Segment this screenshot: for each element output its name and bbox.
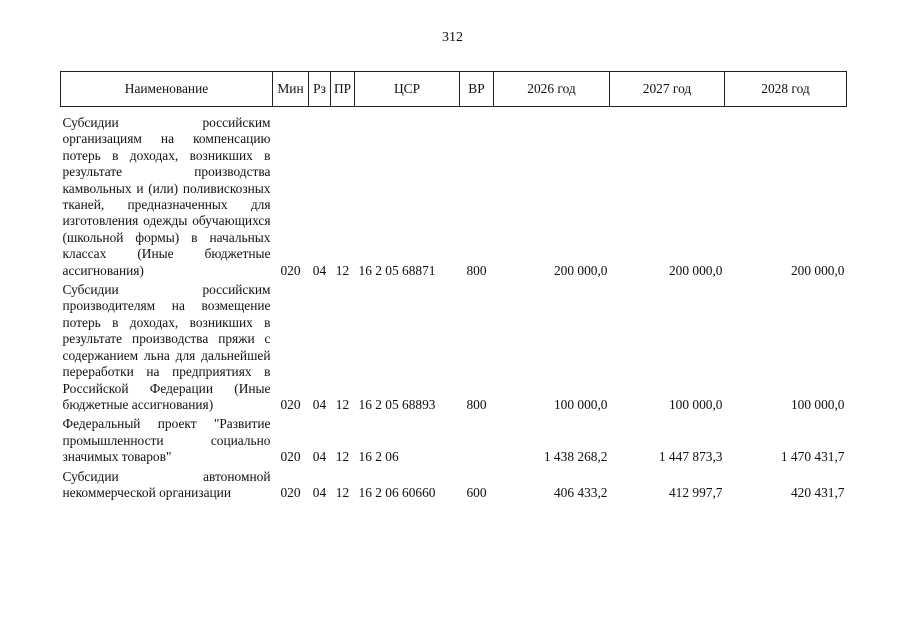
row-2028: 100 000,0	[790, 396, 845, 412]
row-2028: 200 000,0	[790, 262, 845, 278]
table-row	[61, 469, 847, 505]
row-2026: 200 000,0	[553, 262, 608, 278]
header-name: Наименование	[61, 72, 273, 107]
row-vr: 800	[466, 396, 487, 412]
row-2026: 406 433,2	[553, 484, 608, 500]
row-pr: 12	[335, 449, 350, 465]
row-pr: 12	[335, 484, 350, 500]
row-name: Федеральный проект "Развитие промышленности социально значимых товаров"	[62, 416, 271, 465]
row-pr: 12	[335, 262, 350, 278]
table-row	[61, 416, 847, 468]
row-2027: 1 447 873,3	[658, 449, 723, 465]
page-number: 312	[442, 30, 463, 45]
row-csr: 16 2 06	[358, 449, 399, 465]
row-2027: 412 997,7	[668, 484, 723, 500]
row-min: 020	[280, 484, 301, 500]
row-rz: 04	[312, 262, 327, 278]
table-header-row	[61, 72, 847, 107]
table-row	[61, 107, 847, 283]
row-name: Субсидии автономной некоммерческой организации	[62, 468, 271, 500]
header-vr: ВР	[460, 72, 494, 107]
table-row	[61, 282, 847, 416]
row-2026: 100 000,0	[553, 396, 608, 412]
header-rz: Рз	[309, 72, 331, 107]
header-pr: ПР	[331, 72, 355, 107]
row-csr: 16 2 05 68893	[358, 396, 436, 412]
row-rz: 04	[312, 449, 327, 465]
row-csr: 16 2 06 60660	[358, 484, 436, 500]
row-vr	[460, 416, 494, 468]
row-pr: 12	[335, 396, 350, 412]
row-min: 020	[280, 396, 301, 412]
row-min: 020	[280, 262, 301, 278]
row-2028: 420 431,7	[790, 484, 845, 500]
budget-table	[60, 71, 847, 504]
row-name: Субсидии российским производителям на возмещение потерь в доходах, возникших в результате производства пряжи с содержанием льна для дальнейшей переработки на предприятиях в Российской Федерации (Иные бюджетные ассигнования)	[62, 282, 271, 412]
header-min: Мин	[273, 72, 309, 107]
row-2027: 200 000,0	[668, 262, 723, 278]
row-rz: 04	[312, 396, 327, 412]
row-vr: 600	[466, 484, 487, 500]
row-vr: 800	[466, 262, 487, 278]
row-name: Субсидии российским организациям на компенсацию потерь в доходах, возникших в результате производства камвольных и (или) поливискозных тканей, предназначенных для изготовления одежды обучающихся (школьной формы) в начальных классах (Иные бюджетные ассигнования)	[62, 115, 271, 278]
row-2026: 1 438 268,2	[543, 449, 608, 465]
row-rz: 04	[312, 484, 327, 500]
header-2028: 2028 год	[725, 72, 847, 107]
header-2026: 2026 год	[494, 72, 610, 107]
row-2027: 100 000,0	[668, 396, 723, 412]
header-2027: 2027 год	[610, 72, 725, 107]
row-csr: 16 2 05 68871	[358, 262, 436, 278]
row-min: 020	[280, 449, 301, 465]
row-2028: 1 470 431,7	[780, 449, 845, 465]
header-csr: ЦСР	[355, 72, 460, 107]
